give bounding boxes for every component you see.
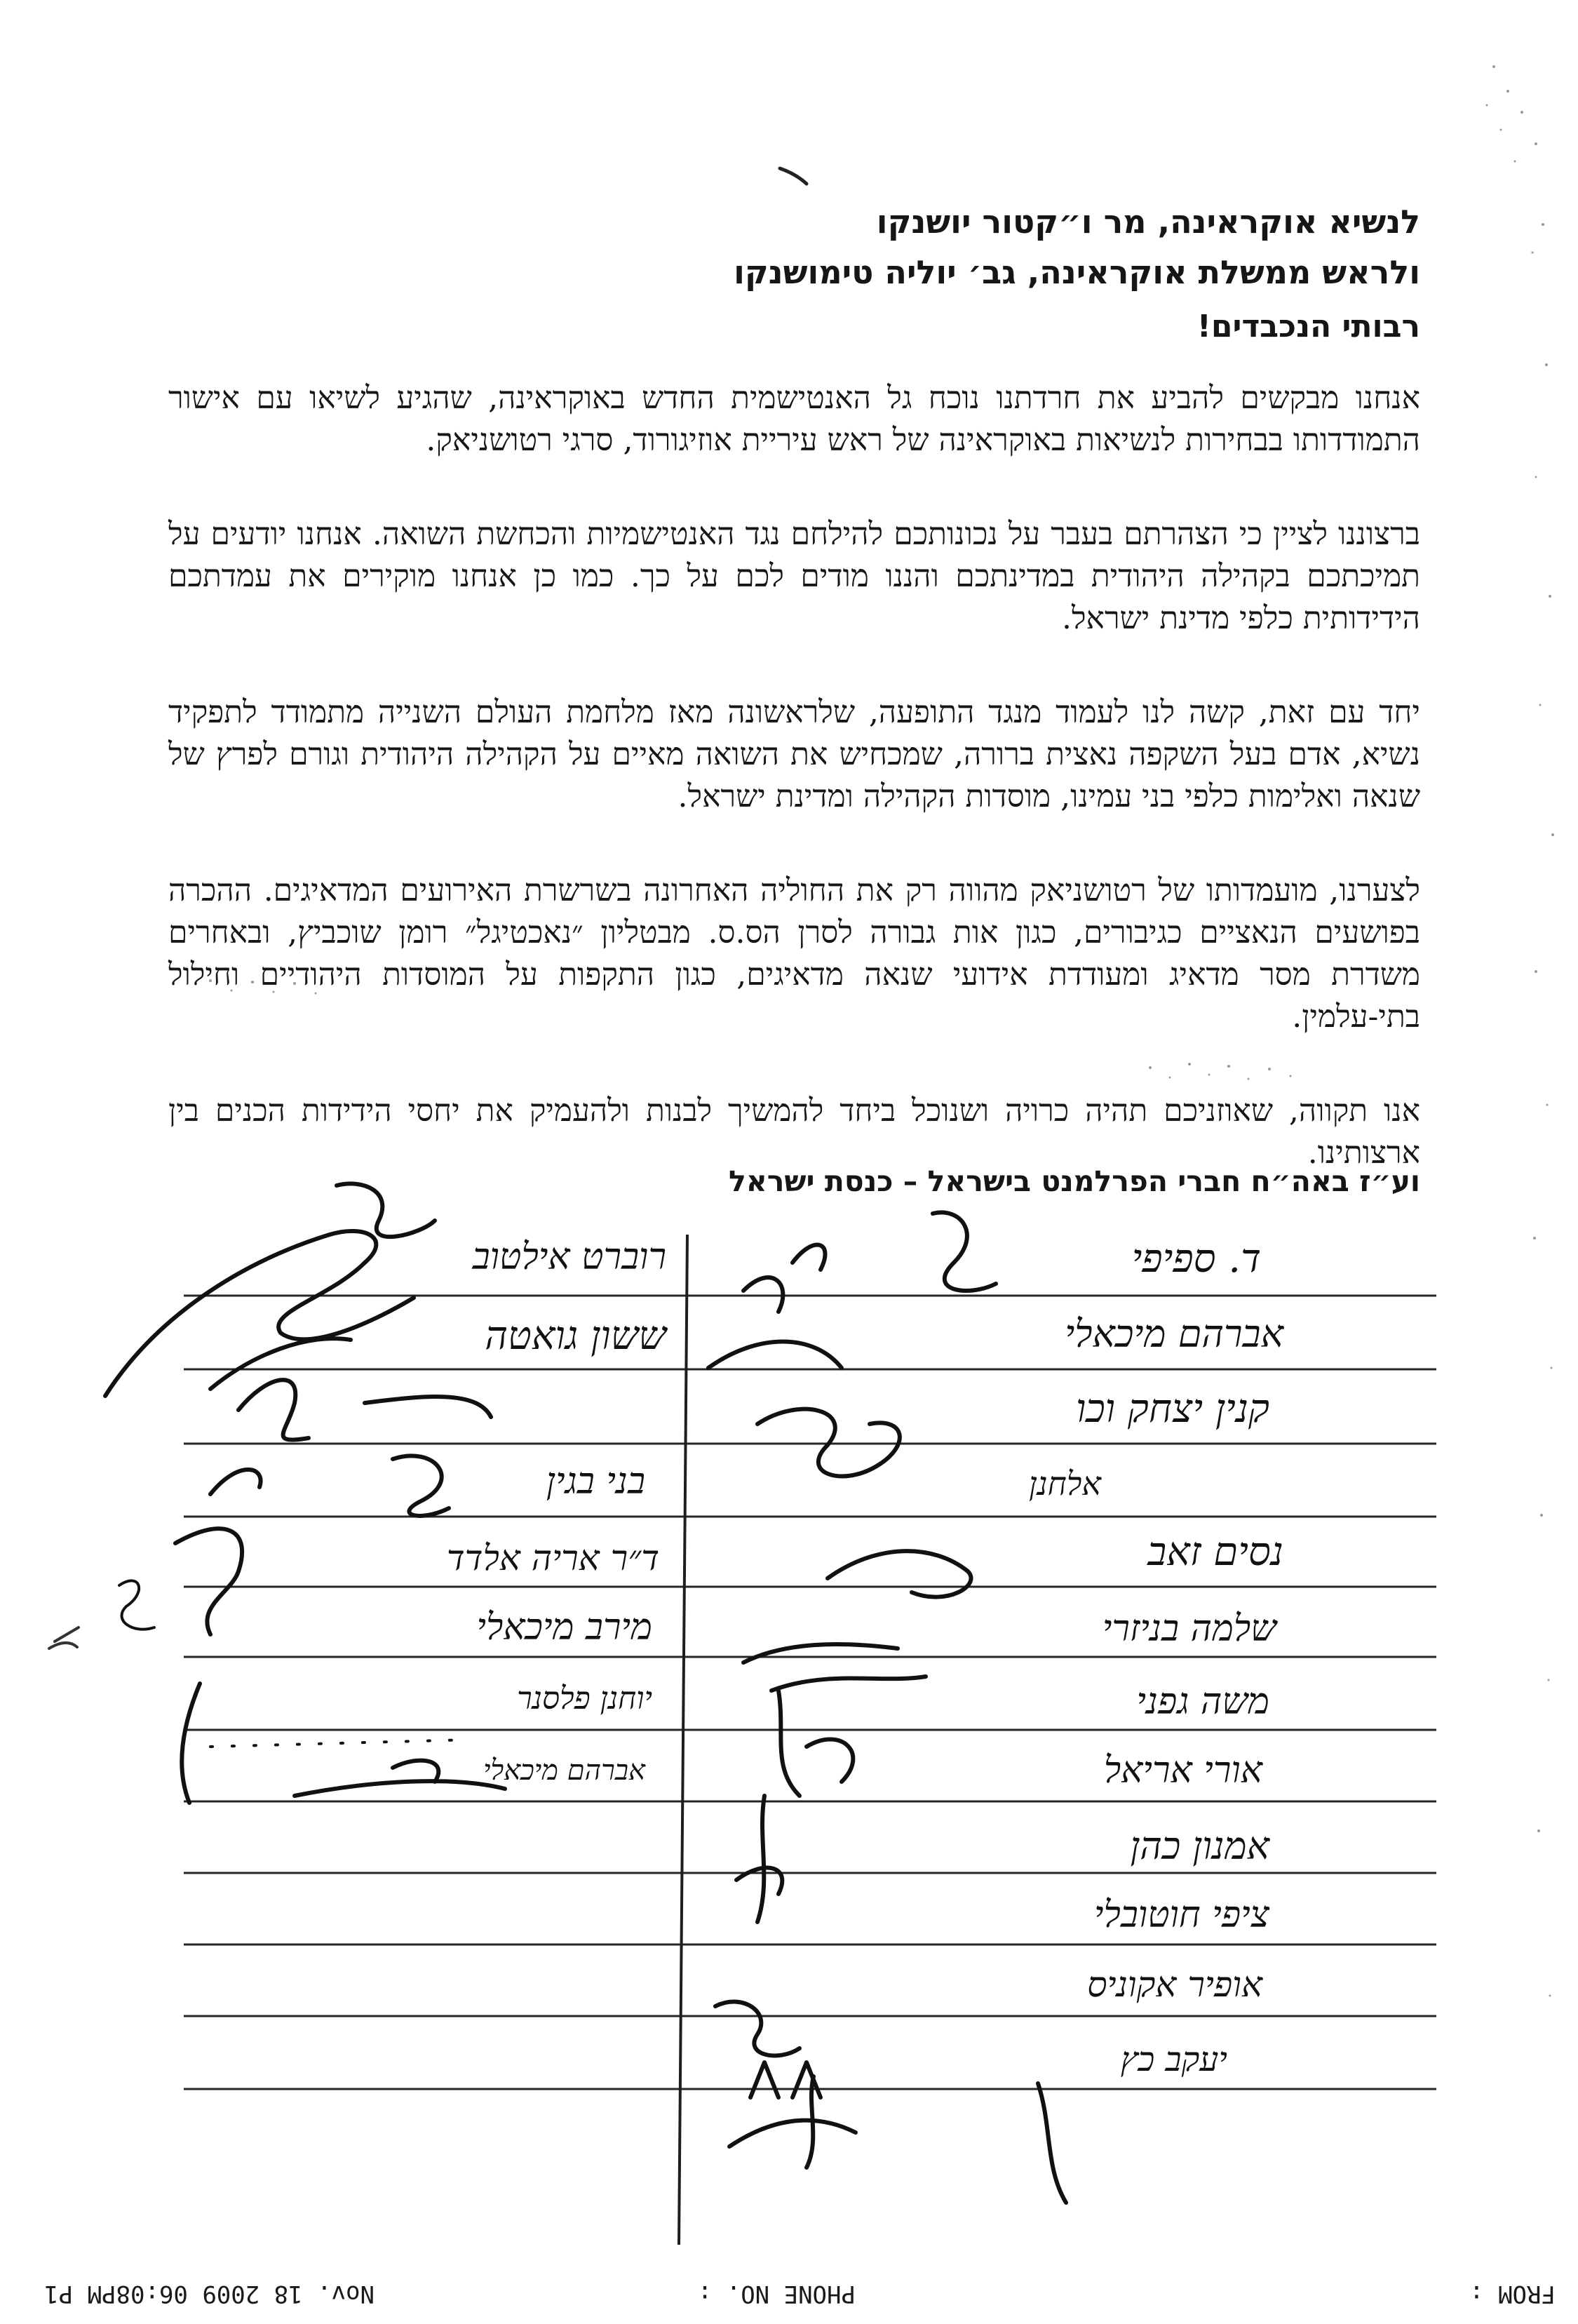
recipient-president: לנשיא אוקראינה, מר ו״קטור יושנקו bbox=[876, 203, 1420, 241]
signature-right-2: אברהם מיכאלי bbox=[1065, 1312, 1283, 1356]
signature-right-6: שלמה בניזרי bbox=[1102, 1608, 1276, 1650]
fax-phone: PHONE NO. : bbox=[697, 2280, 856, 2308]
paragraph: לצערנו, מועמדותו של רטושניאק מהווה רק את החוליה האחרונה בשרשרת האירועים המדאיגים. ההכרה בפושעים הנאציים כגיבורים, כגון אות גבורה לסרן הס.ס. מבטליון ״נאכטיגל״ רומן שוכביץ, ובאחרים משדרת מסר מדאיג ומעודדת אידועי שנאה מדאיגים, כגון התקפות על המוסדות היהודיים וחילול בתי-עלמין. bbox=[168, 873, 1420, 1035]
signature-left-6: יוחנן פלסנר bbox=[517, 1681, 652, 1717]
paragraph: אנו תקווה, שאוזניכם תהיה כרויה ושנוכל ביחד להמשיך לבנות ולהעמיק את יחסי הידידות הכנים בין ארצותינו. bbox=[168, 1093, 1420, 1171]
fax-from: FROM : bbox=[1469, 2280, 1556, 2308]
paragraph: אנחנו מבקשים להביע את חרדתנו נוכח גל האנטישמית החדש באוקראינה, שהגיע לשיאו עם אישור התמודדותו בבחירות לנשיאות באוקראינה של ראש עיריית אוזיגורוד, סרגי רטושניאק. bbox=[168, 380, 1420, 458]
signature-right-8: אורי אריאל bbox=[1103, 1749, 1262, 1792]
signature-right-1: ד. ספיפי bbox=[1131, 1236, 1261, 1282]
signature-right-7: משה גפני bbox=[1136, 1681, 1269, 1723]
signature-right-5: נסים זאב bbox=[1147, 1529, 1283, 1575]
salutation: רבותי הנכבדים! bbox=[1196, 309, 1420, 344]
signature-left-3: בני בגין bbox=[546, 1460, 645, 1503]
signature-right-4: אלחנן bbox=[1028, 1465, 1101, 1503]
signers-header: וע״ז באה״ח חברי הפרלמנט בישראל – כנסת ישראל bbox=[729, 1164, 1420, 1198]
signature-left-5: מירב מיכאלי bbox=[476, 1606, 652, 1648]
fax-date: Nov. 18 2009 06:08PM P1 bbox=[44, 2280, 375, 2308]
paragraph: ברצוננו לציין כי הצהרתם בעבר על נכונותכם להילחם נגד האנטישמיות והכחשת השואה. אנחנו יודעים על תמיכתכם בקהילה היהודית במדינתכם והננו מודים לכם על כך. כמו כן אנחנו מוקירים את עמדתכם הידידותית כלפי מדינת ישראל. bbox=[168, 516, 1420, 636]
signature-left-7: אברהם מיכאלי bbox=[483, 1754, 645, 1787]
signature-left-1: רוברט אילטוב bbox=[472, 1236, 666, 1278]
recipient-prime-minister: ולראש ממשלת אוקראינה, גב׳ יוליה טימושנקו bbox=[734, 253, 1420, 291]
signature-left-2: ששון גואטה bbox=[485, 1313, 666, 1359]
signature-right-12: יעקב כץ bbox=[1120, 2040, 1227, 2079]
fax-header bbox=[0, 2271, 1578, 2313]
column-divider bbox=[679, 1235, 687, 2245]
signature-right-10: ציפי חוטובלי bbox=[1093, 1894, 1269, 1936]
paragraph: יחד עם זאת, קשה לנו לעמוד מנגד התופעה, שלראשונה מאז מלחמת העולם השנייה מתמודד לתפקיד נשיא, אדם בעל השקפה נאצית ברורה, שמכחיש את השואה מאיים על הקהילה היהודית וגורם לפרץ של שנאה ואלימות כלפי בני עמינו, מוסדות הקהילה ומדינת ישראל. bbox=[168, 694, 1420, 814]
signature-right-9: אמנון כהן bbox=[1130, 1824, 1269, 1868]
signature-right-11: אופיר אקוניס bbox=[1087, 1964, 1262, 2005]
signature-left-4: ד״ר אריה אלדד bbox=[446, 1538, 659, 1578]
signature-right-3: קנין יצחק וכו bbox=[1076, 1386, 1269, 1432]
